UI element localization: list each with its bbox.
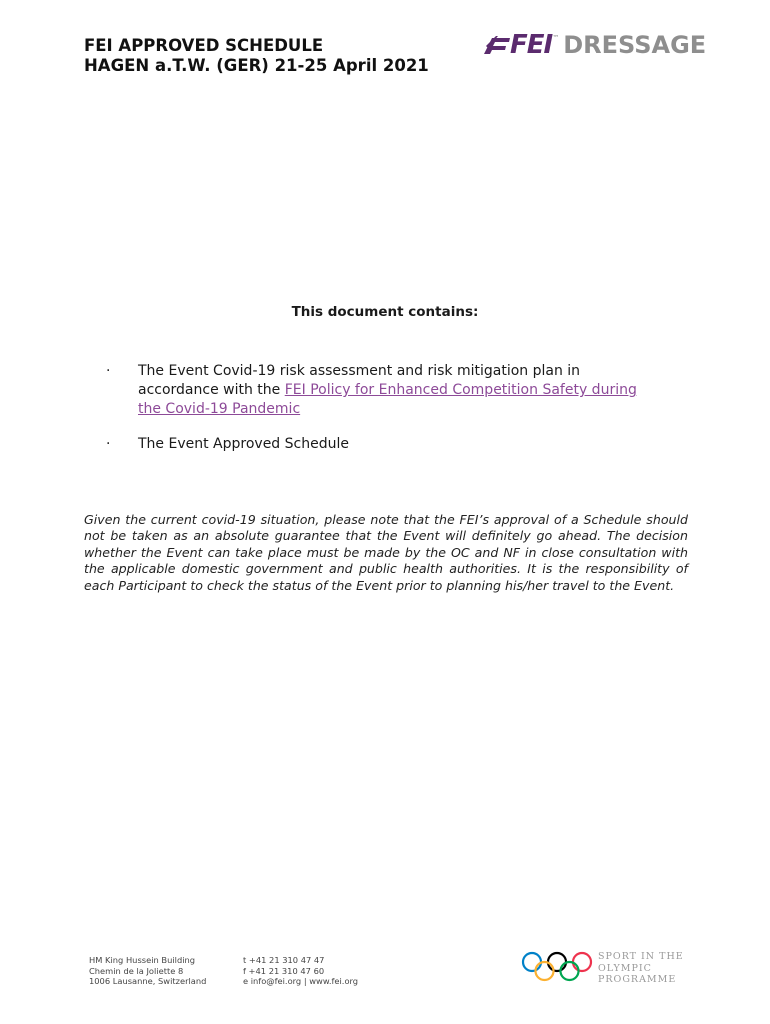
bullet-dot: · <box>106 363 111 379</box>
address-line: Chemin de la Joliette 8 <box>89 965 184 976</box>
list-item-text: The Event Approved Schedule <box>138 436 349 452</box>
discipline-name: DRESSAGE <box>563 31 707 59</box>
olympic-text-line: SPORT IN THE <box>598 951 684 962</box>
fax-line: f +41 21 310 47 60 <box>243 965 325 976</box>
ring-red <box>573 953 591 971</box>
covid-disclaimer: Given the current covid-19 situation, please note that the FEI’s approval of a Schedule should not be taken as an absolute guarantee that the Event will definitely go ahead. The decision whether the Event can take place must be made by the OC and NF in close consultation with the applicable domestic government and public health authorities. It is the responsibility of each Participant to check the status of the Event prior to planning his/her travel to the Event. <box>84 512 688 593</box>
ring-black <box>548 953 566 971</box>
olympic-rings-icon <box>520 950 594 984</box>
title-line-2: HAGEN a.T.W. (GER) 21-25 April 2021 <box>84 56 429 75</box>
address-line: 1006 Lausanne, Switzerland <box>89 976 207 986</box>
contents-heading: This document contains: <box>291 304 479 320</box>
olympic-programme-text <box>598 951 684 986</box>
list-item <box>100 362 660 419</box>
footer-address <box>89 955 206 987</box>
bullet-dot: · <box>106 436 111 452</box>
page-title <box>84 36 429 76</box>
phone-line: t +41 21 310 47 47 <box>243 955 325 965</box>
footer-contact <box>243 955 358 987</box>
ring-yellow <box>536 962 554 980</box>
ring-green <box>561 962 579 980</box>
list-item <box>100 435 660 454</box>
trademark-symbol: ™ <box>552 34 560 42</box>
olympic-text-line: OLYMPIC <box>598 962 652 974</box>
address-line: HM King Hussein Building <box>89 955 196 965</box>
list-item-text-prefix: The Event Covid-19 risk assessment and risk mitigation plan in accordance with the <box>138 363 581 398</box>
horse-stripes-icon <box>482 34 512 56</box>
list-item-text <box>138 362 660 419</box>
fei-brand-text: FEI <box>510 30 553 60</box>
contents-list <box>100 362 660 470</box>
email-web-line: e info@fei.org | www.fei.org <box>243 976 359 986</box>
fei-dressage-logo <box>482 30 732 60</box>
ring-blue <box>523 953 541 971</box>
olympic-text-line: PROGRAMME <box>598 974 677 985</box>
title-line-1: FEI APPROVED SCHEDULE <box>84 36 324 55</box>
fei-policy-link[interactable]: FEI Policy for Enhanced Competition Safety during the Covid-19 Pandemic <box>138 382 637 417</box>
